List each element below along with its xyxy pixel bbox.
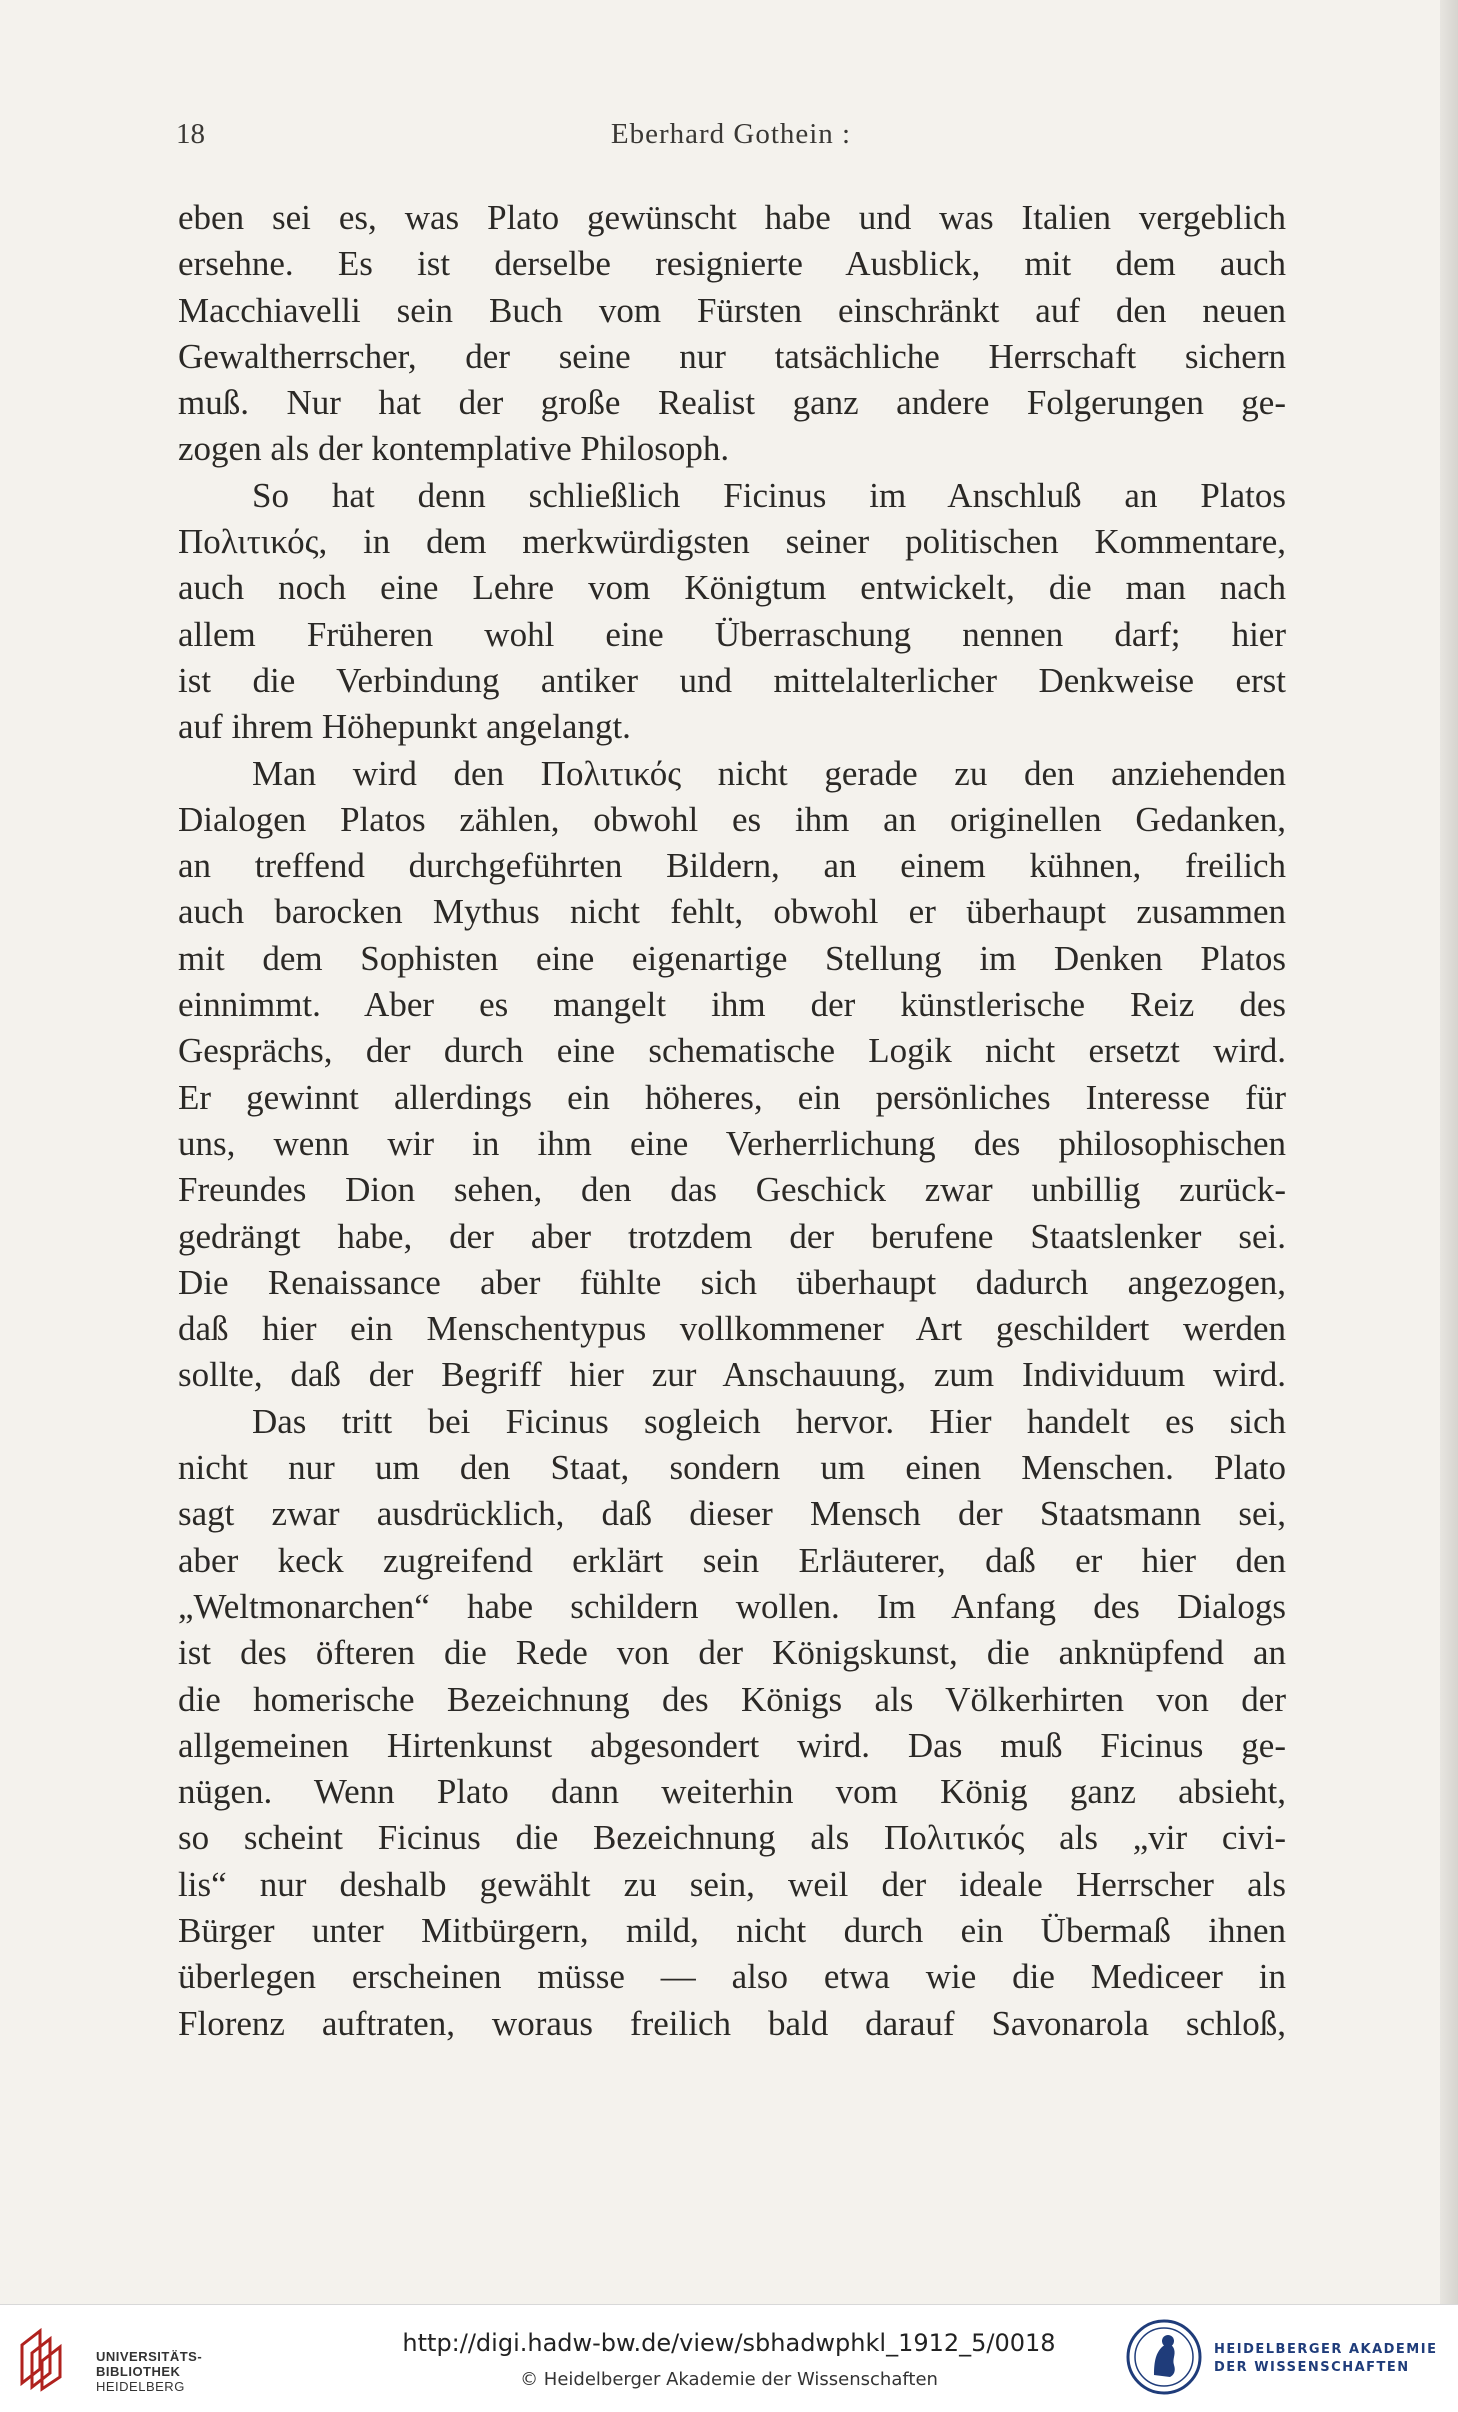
text-line: mit dem Sophisten eine eigenartige Stellung im Denken Platos [178,938,1286,978]
text-line: so scheint Ficinus die Bezeichnung als Πολιτικός als „vir civi- [178,1818,1286,1858]
permalink-url[interactable]: http://digi.hadw-bw.de/view/sbhadwphkl_1912_5/0018 [402,2329,1056,2357]
text-line: allgemeinen Hirtenkunst abgesondert wird. Das muß Ficinus ge- [178,1725,1286,1765]
text-line: auf ihrem Höhepunkt angelangt. [178,707,631,747]
text-line: Bürger unter Mitbürgern, mild, nicht durch ein Übermaß ihnen [178,1910,1286,1950]
copyright-notice: © Heidelberger Akademie der Wissenschaften [520,2369,938,2390]
text-line: Gesprächs, der durch eine schematische Logik nicht ersetzt wird. [178,1031,1286,1071]
library-line-3: HEIDELBERG [96,2379,185,2394]
page-edge-shadow [1440,0,1458,2304]
academy-seal-icon[interactable] [1124,2317,1204,2397]
text-line: Florenz auftraten, woraus freilich bald darauf Savonarola schloß, [178,2003,1286,2043]
running-head-title: Eberhard Gothein : [610,118,852,150]
text-line: einnimmt. Aber es mangelt ihm der künstlerische Reiz des [178,985,1286,1025]
text-line: auch noch eine Lehre vom Königtum entwickelt, die man nach [178,568,1286,608]
text-line: aber keck zugreifend erklärt sein Erläuterer, daß er hier den [178,1540,1286,1580]
text-line: Macchiavelli sein Buch vom Fürsten einschränkt auf den neuen [178,290,1286,330]
text-line: Das tritt bei Ficinus sogleich hervor. Hier handelt es sich [252,1401,1286,1441]
text-line: Dialogen Platos zählen, obwohl es ihm an originellen Gedanken, [178,799,1286,839]
text-line: Πολιτικός, in dem merkwürdigsten seiner politischen Kommentare, [178,522,1286,562]
viewer-footer [0,2304,1458,2412]
text-line: sollte, daß der Begriff hier zur Anschauung, zum Individuum wird. [178,1355,1286,1395]
text-line: sagt zwar ausdrücklich, daß dieser Mensch der Staatsmann sei, [178,1494,1286,1534]
text-line: überlegen erscheinen müsse — also etwa wie die Mediceer in [178,1957,1286,1997]
text-line: zogen als der kontemplative Philosoph. [178,429,730,469]
text-line: Die Renaissance aber fühlte sich überhaupt dadurch angezogen, [178,1262,1286,1302]
text-line: Gewaltherrscher, der seine nur tatsächliche Herrschaft sichern [178,336,1286,376]
text-line: So hat denn schließlich Ficinus im Anschluß an Platos [252,475,1286,515]
text-line: ist des öfteren die Rede von der Königskunst, die anknüpfend an [178,1633,1286,1673]
text-line: nicht nur um den Staat, sondern um einen Menschen. Plato [178,1448,1286,1488]
text-line: Freundes Dion sehen, den das Geschick zwar unbillig zurück- [178,1170,1286,1210]
academy-name [1214,2341,1437,2377]
text-line: an treffend durchgeführten Bildern, an einem kühnen, freilich [178,846,1286,886]
text-line: eben sei es, was Plato gewünscht habe und was Italien vergeblich [178,198,1286,237]
text-line: Er gewinnt allerdings ein höheres, ein persönliches Interesse für [178,1077,1286,1117]
text-line: ist die Verbindung antiker und mittelalterlicher Denkweise erst [178,660,1286,700]
text-line: auch barocken Mythus nicht fehlt, obwohl er überhaupt zusammen [178,892,1286,932]
text-line: uns, wenn wir in ihm eine Verherrlichung des philosophischen [178,1123,1286,1163]
text-line: allem Früheren wohl eine Überraschung nennen darf; hier [178,614,1286,654]
page-number: 18 [176,118,205,150]
text-line: lis“ nur deshalb gewählt zu sein, weil der ideale Herrscher als [178,1864,1286,1904]
text-line: Man wird den Πολιτικός nicht gerade zu den anziehenden [252,753,1286,793]
text-line: nügen. Wenn Plato dann weiterhin vom König ganz absieht, [178,1772,1286,1812]
text-line: „Weltmonarchen“ habe schildern wollen. Im Anfang des Dialogs [178,1586,1286,1626]
text-line: daß hier ein Menschentypus vollkommener Art geschildert werden [178,1309,1286,1349]
academy-line-1: HEIDELBERGER AKADEMIE [1214,2342,1438,2357]
text-line: die homerische Bezeichnung des Königs als Völkerhirten von der [178,1679,1286,1719]
body-text [178,195,1286,2047]
library-line-1: UNIVERSITÄTS- [96,2349,203,2364]
academy-line-2: DER WISSENSCHAFTEN [1214,2360,1410,2375]
library-line-2: BIBLIOTHEK [96,2364,181,2379]
text-line: muß. Nur hat der große Realist ganz andere Folgerungen ge- [178,383,1286,423]
running-head [176,118,1286,158]
text-line: gedrängt habe, der aber trotzdem der berufene Staatslenker sei. [178,1216,1286,1256]
text-line: ersehne. Es ist derselbe resignierte Ausblick, mit dem auch [178,244,1286,284]
